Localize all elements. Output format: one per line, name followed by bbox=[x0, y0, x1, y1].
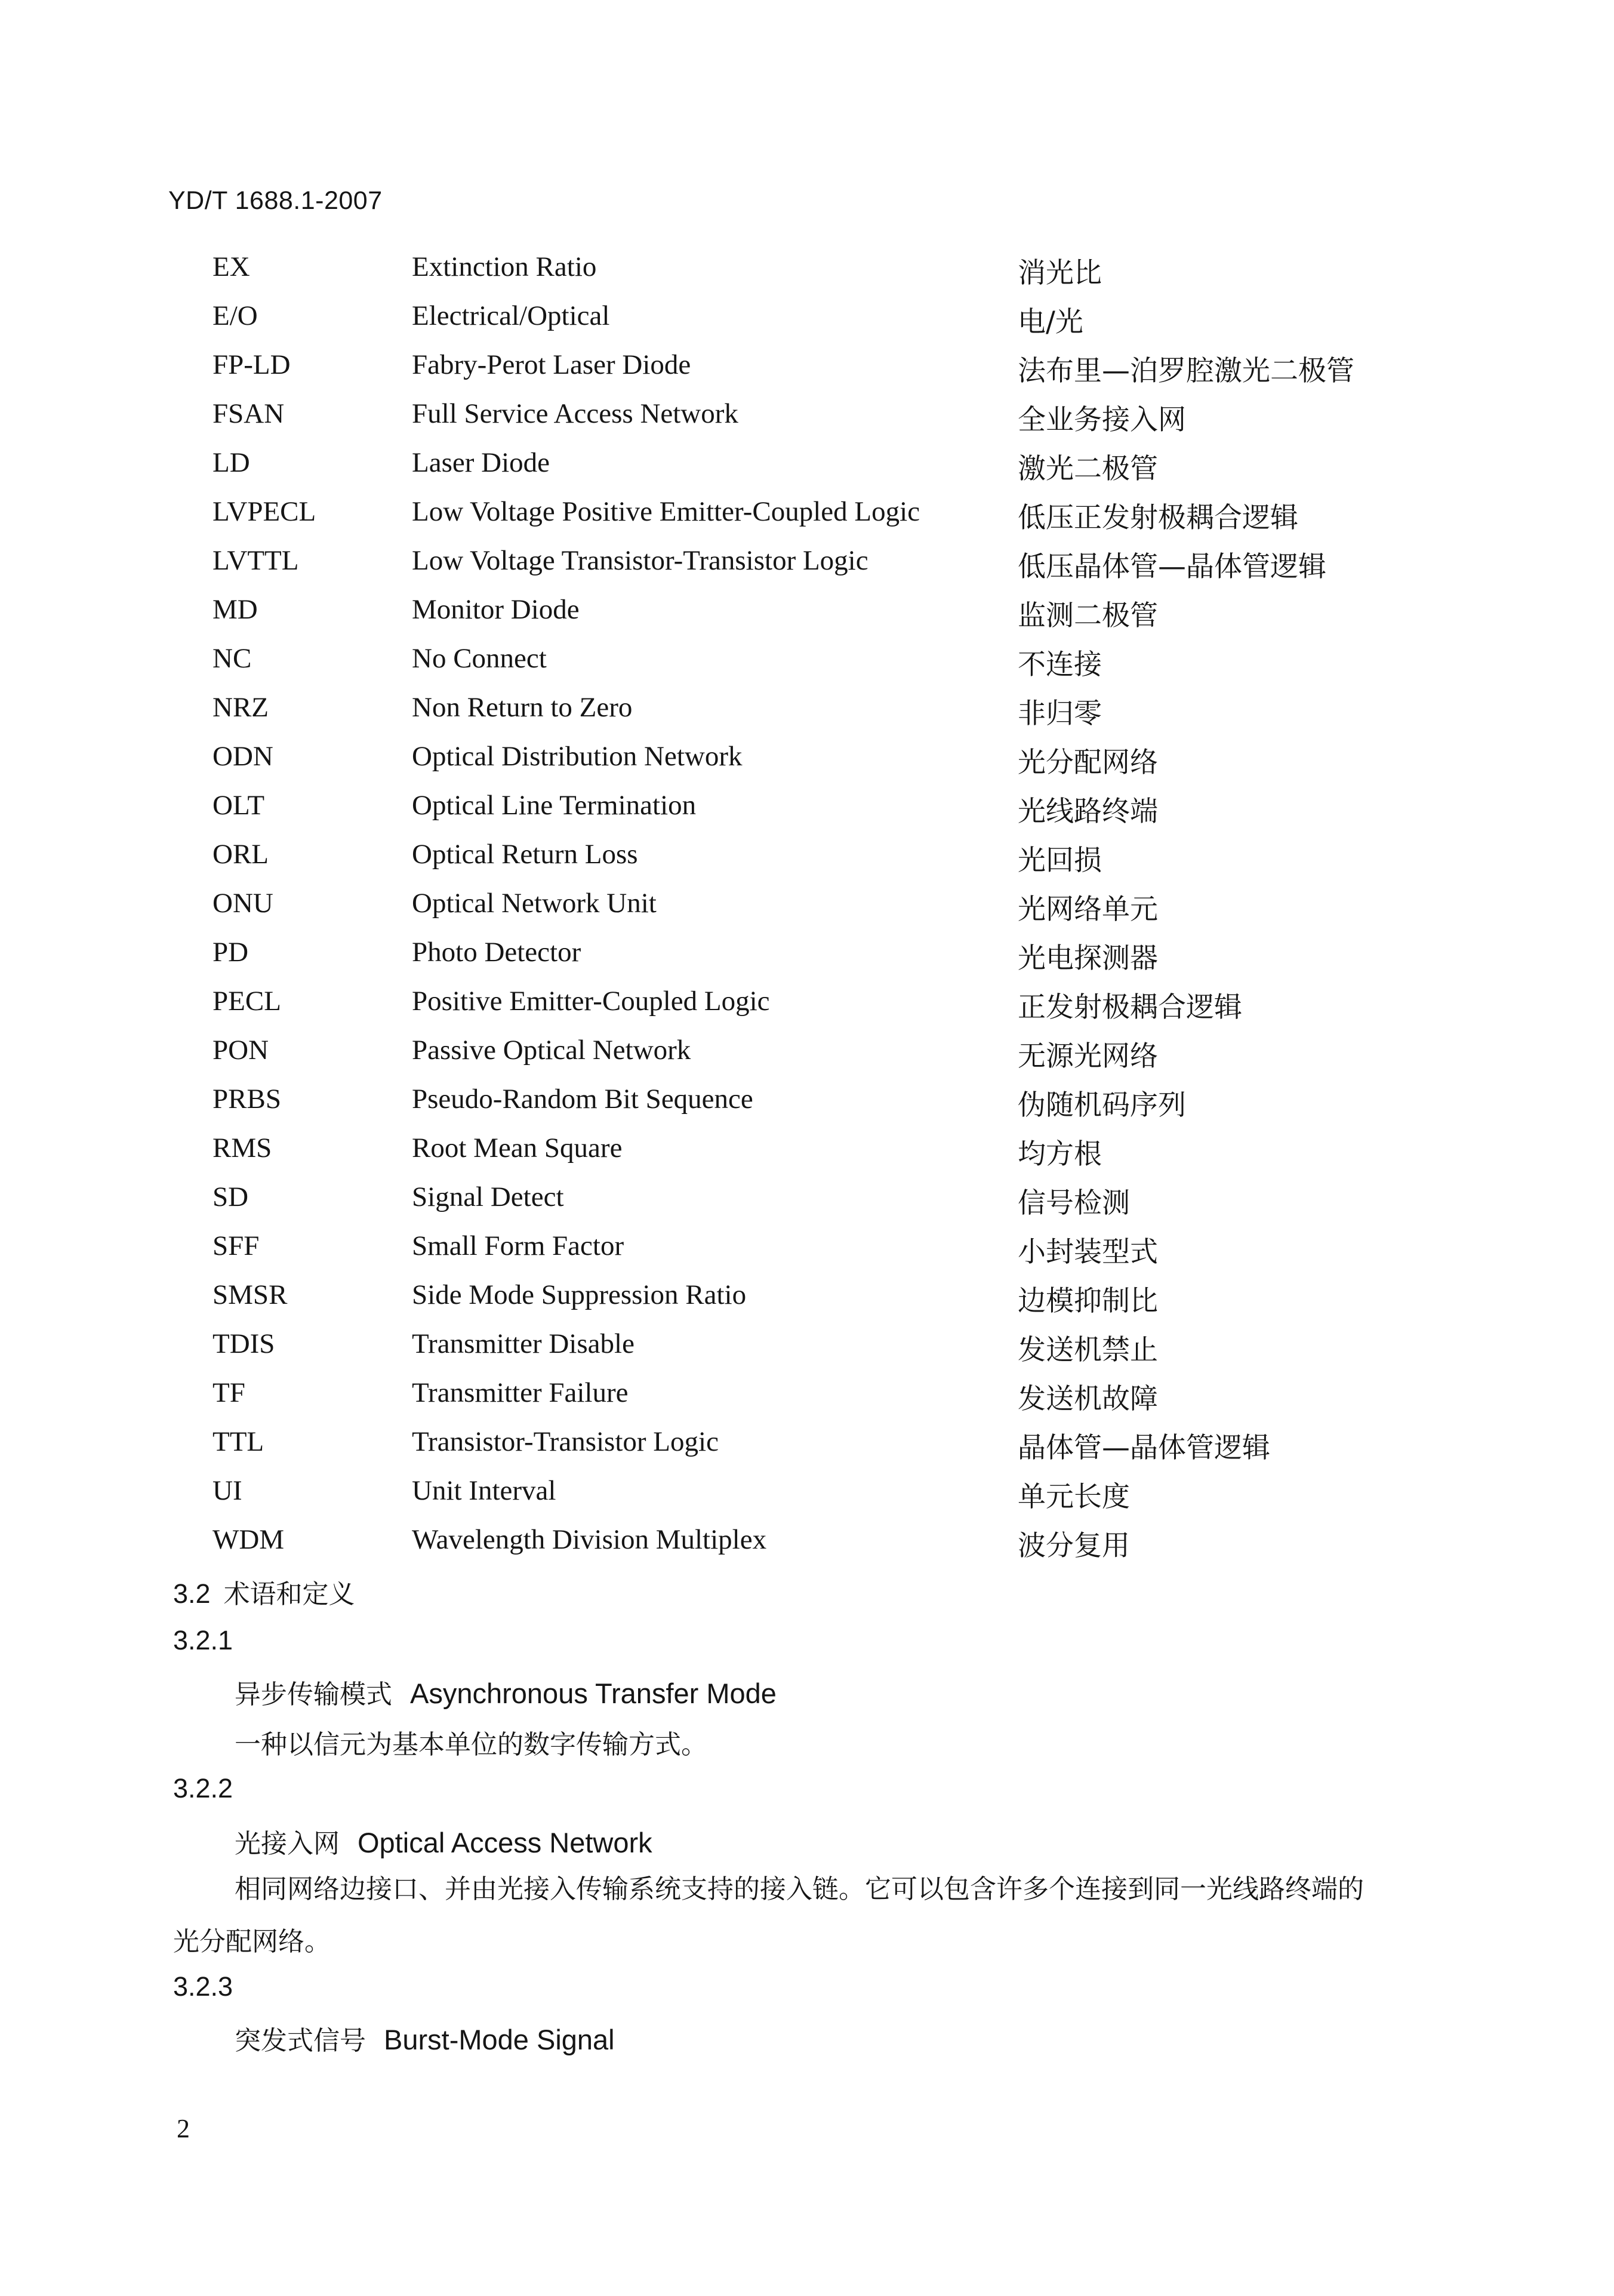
chinese-term: 信号检测 bbox=[1018, 1187, 1130, 1220]
chinese-term: 发送机禁止 bbox=[1018, 1334, 1158, 1366]
term-chinese: 光接入网 bbox=[235, 1829, 340, 1859]
term-english: Optical Access Network bbox=[358, 1827, 652, 1858]
english-term: Optical Network Unit bbox=[412, 888, 657, 919]
term-heading bbox=[235, 2019, 615, 2057]
abbreviation: TTL bbox=[212, 1426, 264, 1457]
list-item bbox=[0, 300, 1614, 349]
list-item bbox=[0, 1426, 1614, 1475]
chinese-term: 无源光网络 bbox=[1018, 1040, 1158, 1073]
chinese-term: 晶体管—晶体管逻辑 bbox=[1018, 1432, 1270, 1464]
chinese-term: 全业务接入网 bbox=[1018, 404, 1186, 436]
list-item bbox=[0, 1475, 1614, 1524]
list-item bbox=[0, 887, 1614, 936]
term-definition: 一种以信元为基本单位的数字传输方式。 bbox=[235, 1729, 707, 1760]
english-term: Passive Optical Network bbox=[412, 1035, 691, 1066]
term-heading bbox=[235, 1822, 652, 1860]
term-number: 3.2.3 bbox=[173, 1971, 233, 2002]
chinese-term: 消光比 bbox=[1018, 257, 1102, 290]
english-term: Low Voltage Transistor-Transistor Logic bbox=[412, 545, 868, 576]
list-item bbox=[0, 251, 1614, 300]
term-english: Asynchronous Transfer Mode bbox=[410, 1678, 777, 1709]
chinese-term: 小封装型式 bbox=[1018, 1236, 1158, 1269]
english-term: Extinction Ratio bbox=[412, 251, 597, 282]
term-chinese: 突发式信号 bbox=[235, 2026, 366, 2056]
chinese-term: 非归零 bbox=[1018, 697, 1102, 730]
term-number: 3.2.1 bbox=[173, 1625, 233, 1655]
abbreviation: LVTTL bbox=[212, 545, 299, 576]
abbreviation: E/O bbox=[212, 300, 258, 331]
list-item bbox=[0, 691, 1614, 740]
english-term: Pseudo-Random Bit Sequence bbox=[412, 1084, 753, 1115]
english-term: Optical Return Loss bbox=[412, 839, 638, 870]
english-term: Laser Diode bbox=[412, 447, 550, 478]
list-item bbox=[0, 789, 1614, 838]
list-item bbox=[0, 1132, 1614, 1181]
section-number: 3.2 bbox=[173, 1578, 211, 1609]
english-term: Root Mean Square bbox=[412, 1132, 623, 1164]
abbreviation: WDM bbox=[212, 1524, 285, 1555]
chinese-term: 法布里—泊罗腔激光二极管 bbox=[1018, 355, 1354, 387]
list-item bbox=[0, 1230, 1614, 1279]
chinese-term: 发送机故障 bbox=[1018, 1383, 1158, 1415]
term-definition: 相同网络边接口、并由光接入传输系统支持的接入链。它可以包含许多个连接到同一光线路终端的 bbox=[235, 1874, 1364, 1904]
chinese-term: 光网络单元 bbox=[1018, 893, 1158, 926]
abbreviation: EX bbox=[212, 251, 250, 282]
english-term: Monitor Diode bbox=[412, 594, 580, 625]
term-english: Burst-Mode Signal bbox=[384, 2024, 615, 2055]
abbreviation: PD bbox=[212, 937, 249, 968]
term-chinese: 异步传输模式 bbox=[235, 1679, 392, 1710]
term-definition-continued: 光分配网络。 bbox=[173, 1926, 331, 1957]
abbreviation: FSAN bbox=[212, 398, 285, 429]
abbreviation: LD bbox=[212, 447, 250, 478]
english-term: Small Form Factor bbox=[412, 1230, 624, 1261]
abbreviation: TF bbox=[212, 1377, 245, 1408]
list-item bbox=[0, 593, 1614, 642]
english-term: Full Service Access Network bbox=[412, 398, 738, 429]
list-item bbox=[0, 1181, 1614, 1230]
list-item bbox=[0, 1328, 1614, 1377]
list-item bbox=[0, 1377, 1614, 1426]
abbreviation: UI bbox=[212, 1475, 242, 1506]
chinese-term: 边模抑制比 bbox=[1018, 1285, 1158, 1318]
chinese-term: 低压晶体管—晶体管逻辑 bbox=[1018, 550, 1326, 583]
chinese-term: 光分配网络 bbox=[1018, 746, 1158, 779]
abbreviation: SMSR bbox=[212, 1279, 288, 1310]
chinese-term: 波分复用 bbox=[1018, 1529, 1130, 1562]
abbreviation: LVPECL bbox=[212, 496, 316, 527]
list-item bbox=[0, 544, 1614, 593]
abbreviation: PRBS bbox=[212, 1084, 281, 1115]
chinese-term: 激光二极管 bbox=[1018, 453, 1158, 485]
abbreviation: SFF bbox=[212, 1230, 260, 1261]
abbreviation: SD bbox=[212, 1181, 249, 1212]
chinese-term: 正发射极耦合逻辑 bbox=[1018, 991, 1242, 1024]
english-term: Transmitter Disable bbox=[412, 1328, 634, 1359]
english-term: Signal Detect bbox=[412, 1181, 564, 1212]
list-item bbox=[0, 398, 1614, 447]
english-term: Non Return to Zero bbox=[412, 692, 633, 723]
chinese-term: 不连接 bbox=[1018, 648, 1102, 681]
english-term: Optical Line Termination bbox=[412, 790, 697, 821]
abbreviation: NRZ bbox=[212, 692, 269, 723]
abbreviation: OLT bbox=[212, 790, 265, 821]
abbreviation: ORL bbox=[212, 839, 269, 870]
term-heading bbox=[235, 1673, 777, 1711]
term-number: 3.2.2 bbox=[173, 1773, 233, 1803]
abbreviation: PON bbox=[212, 1035, 269, 1066]
list-item bbox=[0, 349, 1614, 398]
english-term: Transistor-Transistor Logic bbox=[412, 1426, 719, 1457]
chinese-term: 监测二极管 bbox=[1018, 599, 1158, 632]
chinese-term: 光线路终端 bbox=[1018, 795, 1158, 828]
list-item bbox=[0, 1034, 1614, 1083]
list-item bbox=[0, 1279, 1614, 1328]
list-item bbox=[0, 1524, 1614, 1572]
chinese-term: 光回损 bbox=[1018, 844, 1102, 877]
abbreviation: RMS bbox=[212, 1132, 272, 1164]
abbreviation: ODN bbox=[212, 741, 273, 772]
english-term: No Connect bbox=[412, 643, 547, 674]
abbreviation: ONU bbox=[212, 888, 273, 919]
list-item bbox=[0, 447, 1614, 495]
english-term: Wavelength Division Multiplex bbox=[412, 1524, 767, 1555]
section-heading bbox=[173, 1572, 355, 1611]
english-term: Positive Emitter-Coupled Logic bbox=[412, 986, 770, 1017]
chinese-term: 均方根 bbox=[1018, 1138, 1102, 1171]
list-item bbox=[0, 985, 1614, 1034]
english-term: Optical Distribution Network bbox=[412, 741, 743, 772]
abbreviation: PECL bbox=[212, 986, 281, 1017]
english-term: Low Voltage Positive Emitter-Coupled Logic bbox=[412, 496, 920, 527]
abbreviation: FP-LD bbox=[212, 349, 291, 380]
english-term: Side Mode Suppression Ratio bbox=[412, 1279, 747, 1310]
english-term: Unit Interval bbox=[412, 1475, 556, 1506]
english-term: Fabry-Perot Laser Diode bbox=[412, 349, 691, 380]
page-number: 2 bbox=[177, 2114, 190, 2143]
english-term: Transmitter Failure bbox=[412, 1377, 629, 1408]
list-item bbox=[0, 1083, 1614, 1132]
abbreviation: MD bbox=[212, 594, 258, 625]
list-item bbox=[0, 838, 1614, 887]
chinese-term: 伪随机码序列 bbox=[1018, 1089, 1186, 1122]
section-title: 术语和定义 bbox=[223, 1579, 355, 1609]
abbreviation: NC bbox=[212, 643, 252, 674]
list-item bbox=[0, 740, 1614, 789]
list-item bbox=[0, 495, 1614, 544]
chinese-term: 低压正发射极耦合逻辑 bbox=[1018, 501, 1298, 534]
abbreviation: TDIS bbox=[212, 1328, 275, 1359]
english-term: Photo Detector bbox=[412, 937, 581, 968]
document-code: YD/T 1688.1-2007 bbox=[168, 186, 383, 215]
chinese-term: 单元长度 bbox=[1018, 1481, 1130, 1513]
chinese-term: 光电探测器 bbox=[1018, 942, 1158, 975]
chinese-term: 电/光 bbox=[1018, 306, 1083, 338]
english-term: Electrical/Optical bbox=[412, 300, 610, 331]
list-item bbox=[0, 936, 1614, 985]
list-item bbox=[0, 642, 1614, 691]
